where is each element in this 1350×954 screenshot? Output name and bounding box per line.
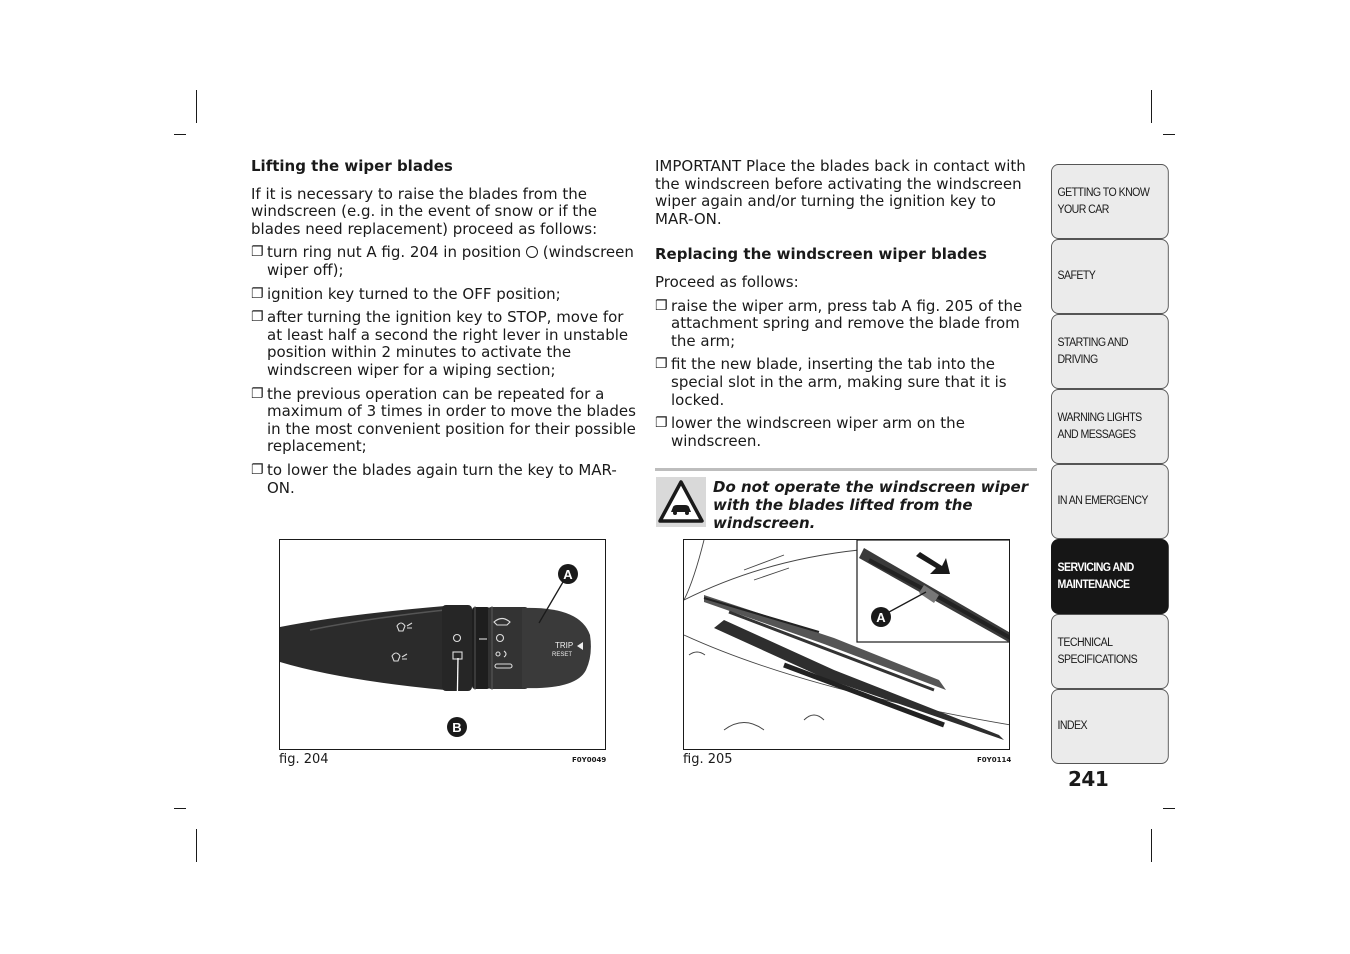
checkbox-bullet-icon: ❐ <box>251 461 264 478</box>
tab-label: IN AN EMERGENCY <box>1057 495 1148 507</box>
list-item <box>655 356 1037 409</box>
tab-label: SAFETY <box>1057 270 1096 282</box>
trip-label: TRIP <box>555 641 574 650</box>
crop-mark <box>1163 134 1175 135</box>
checkbox-bullet-icon: ❐ <box>251 385 264 402</box>
checkbox-bullet-icon: ❐ <box>251 244 264 261</box>
figure-code: F0Y0049 <box>572 756 607 764</box>
crop-mark <box>1163 808 1175 809</box>
section-heading-replacing: Replacing the windscreen wiper blades <box>655 245 987 264</box>
bullet-text: ignition key turned to the OFF position; <box>267 284 561 303</box>
tab-warning-lights[interactable] <box>1051 389 1169 464</box>
tab-in-an-emergency[interactable] <box>1051 464 1169 539</box>
crop-mark <box>196 90 197 123</box>
bullet-text: lower the windscreen wiper arm on the windscreen. <box>671 414 965 450</box>
checkbox-bullet-icon: ❐ <box>655 297 668 314</box>
wiper-stalk-illustration <box>280 540 606 750</box>
list-item <box>655 415 1037 450</box>
warning-text: Do not operate the windscreen wiper with the blades lifted from the windscreen. <box>713 478 1029 532</box>
bullet-text: the previous operation can be repeated for a maximum of 3 times in order to move the blades in the most convenient position for their possible replacement; <box>267 384 636 456</box>
left-column <box>251 158 636 503</box>
tab-label: STARTING AND DRIVING <box>1057 336 1129 366</box>
tab-index[interactable] <box>1051 689 1169 764</box>
bullet-text: to lower the blades again turn the key to MAR-ON. <box>267 460 617 497</box>
warning-box <box>655 468 1037 532</box>
tab-label: WARNING LIGHTS AND MESSAGES <box>1057 411 1142 441</box>
page-number: 241 <box>1068 767 1109 791</box>
tab-starting-and-driving[interactable] <box>1051 314 1169 389</box>
checkbox-bullet-icon: ❐ <box>251 309 264 326</box>
list-item <box>251 309 636 379</box>
callout-a-label: A <box>876 610 886 625</box>
tab-label: INDEX <box>1057 720 1088 732</box>
list-item <box>251 386 636 456</box>
tab-getting-to-know-your-car[interactable] <box>1051 164 1169 239</box>
tab-label: SERVICING AND MAINTENANCE <box>1057 561 1134 591</box>
intro-paragraph: If it is necessary to raise the blades from the windscreen (e.g. in the event of snow or if the blades need replacement) proceed as follows: <box>251 184 598 238</box>
checkbox-bullet-icon: ❐ <box>655 356 668 373</box>
figure-204-wiper-lever <box>279 539 606 750</box>
list-item <box>251 244 636 279</box>
checkbox-bullet-icon: ❐ <box>251 285 264 302</box>
list-item <box>251 286 636 304</box>
list-item <box>655 298 1037 351</box>
tab-safety[interactable] <box>1051 239 1169 314</box>
tab-label: TECHNICAL SPECIFICATIONS <box>1057 636 1138 666</box>
figure-205-wiper-blade <box>683 539 1010 750</box>
tab-technical-specifications[interactable] <box>1051 614 1169 689</box>
bullet-text: (windscreen wiper off); <box>267 243 634 279</box>
list-item <box>251 462 636 497</box>
callout-a-label: A <box>563 567 573 582</box>
important-note: IMPORTANT Place the blades back in contact with the windscreen before activating the windscreen wiper again and/or turning the ignition key to MAR-ON. <box>655 157 1026 228</box>
figure-caption: fig. 205 <box>683 752 733 767</box>
bullet-text: fit the new blade, inserting the tab into the special slot in the arm, making sure that it is locked. <box>671 355 1007 409</box>
crop-mark <box>174 808 186 809</box>
middle-column <box>655 158 1037 456</box>
bullet-text: raise the wiper arm, press tab A fig. 205 of the attachment spring and remove the blade from the arm; <box>671 296 1023 350</box>
crop-mark <box>174 134 186 135</box>
tab-servicing-and-maintenance[interactable] <box>1051 539 1169 614</box>
wiper-blade-illustration <box>684 540 1010 750</box>
wiper-off-ring-icon <box>526 246 538 258</box>
callout-b-label: B <box>452 720 462 735</box>
bullet-text: after turning the ignition key to STOP, move for at least half a second the right lever in unstable position within 2 minutes to activate the windscreen wiper for a wiping section; <box>267 308 629 379</box>
bullet-text: turn ring nut A fig. 204 in position <box>267 243 522 262</box>
reset-label: RESET <box>552 652 573 658</box>
tab-label: GETTING TO KNOW YOUR CAR <box>1057 186 1150 216</box>
intro-paragraph: Proceed as follows: <box>655 272 799 291</box>
section-heading-lifting: Lifting the wiper blades <box>251 157 453 175</box>
figure-caption: fig. 204 <box>279 752 329 767</box>
figure-code: F0Y0114 <box>977 756 1012 764</box>
crop-mark <box>196 829 197 862</box>
car-warning-triangle-icon <box>656 477 706 527</box>
crop-mark <box>1151 90 1152 123</box>
checkbox-bullet-icon: ❐ <box>655 415 668 432</box>
crop-mark <box>1151 829 1152 862</box>
